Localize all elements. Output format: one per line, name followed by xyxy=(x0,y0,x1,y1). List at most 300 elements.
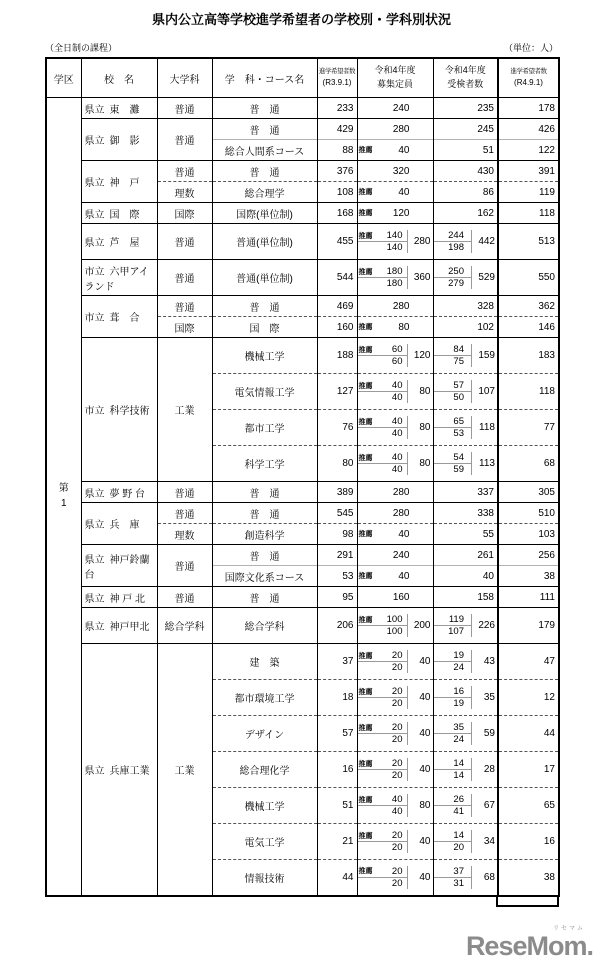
major-label: 普通 xyxy=(174,302,195,314)
capacity-value: 40 xyxy=(398,528,410,540)
school-name: 六甲アイランド xyxy=(84,266,149,293)
capacity-value: 240 xyxy=(392,549,410,561)
examinees-cell xyxy=(433,182,498,203)
table-row xyxy=(46,260,559,296)
course-label: 国際(単位制) xyxy=(236,209,293,221)
r4-value: 183 xyxy=(538,350,555,361)
school-prefix: 市立 xyxy=(84,406,105,417)
course-cell xyxy=(212,317,317,338)
r4-applicants-cell xyxy=(498,524,559,545)
capacity-value: 280 xyxy=(392,486,410,498)
course-label: 普 通 xyxy=(249,104,280,116)
examinees-bottom-value: 107 xyxy=(448,626,464,637)
school-prefix: 県立 xyxy=(84,765,105,777)
page-title: 県内公立高等学校進学希望者の学校別・学科別状況 xyxy=(151,12,451,27)
course-label: 総合人間系コース xyxy=(224,146,305,158)
examinees-top-value: 14 xyxy=(453,830,464,841)
r4-value: 103 xyxy=(538,528,555,540)
capacity-total-value: 40 xyxy=(419,656,431,667)
school-prefix: 県立 xyxy=(84,104,105,116)
r3-value: 57 xyxy=(342,728,354,739)
school-name: 御 影 xyxy=(109,136,140,147)
examinees-total-value: 67 xyxy=(483,800,495,811)
suisen-label: 推薦 xyxy=(358,724,373,732)
examinees-top-value: 57 xyxy=(453,380,464,391)
r3-value: 95 xyxy=(342,591,354,603)
table-row xyxy=(46,608,559,644)
suisen-label: 推薦 xyxy=(358,573,373,580)
examinees-top-value: 250 xyxy=(448,266,464,277)
r3-value: 53 xyxy=(342,570,354,582)
capacity-second-value: 100 xyxy=(386,626,403,637)
major-label: 理数 xyxy=(174,188,195,200)
r3-applicants-cell xyxy=(317,224,357,260)
school-name: 兵庫工業 xyxy=(109,765,150,777)
header-major: 大学科 xyxy=(157,58,212,98)
capacity-total-value: 40 xyxy=(419,728,431,739)
r4-value: 111 xyxy=(539,591,555,603)
r4-value: 47 xyxy=(543,656,555,667)
capacity-value: 40 xyxy=(398,144,410,156)
r3-applicants-cell xyxy=(317,524,357,545)
r3-value: 233 xyxy=(336,102,354,114)
r4-applicants-cell xyxy=(498,566,559,587)
capacity-suisen-value: 20 xyxy=(391,722,403,733)
r3-applicants-cell xyxy=(317,860,357,896)
header-r4-applicants: 進学希望者数 (R4.9.1) xyxy=(498,58,559,98)
course-label: 国 際 xyxy=(249,323,280,335)
r3-value: 16 xyxy=(342,764,354,775)
examinees-cell xyxy=(433,587,498,608)
r3-applicants-cell xyxy=(317,788,357,824)
examinees-total-value: 107 xyxy=(478,386,495,397)
school-name: 国 際 xyxy=(109,209,140,221)
r4-value: 77 xyxy=(543,422,555,433)
course-cell xyxy=(212,410,317,446)
school-prefix: 県立 xyxy=(84,178,105,189)
logo-ruby-text: リセマム xyxy=(553,926,585,932)
capacity-cell xyxy=(357,680,433,716)
r3-applicants-cell xyxy=(317,296,357,317)
examinees-bottom-value: 198 xyxy=(448,242,464,253)
course-cell xyxy=(212,524,317,545)
course-cell xyxy=(212,482,317,503)
course-cell xyxy=(212,644,317,680)
r3-applicants-cell xyxy=(317,752,357,788)
capacity-value: 80 xyxy=(398,321,410,333)
capacity-total-value: 40 xyxy=(419,692,431,703)
major-label: 普通 xyxy=(174,488,195,500)
school-name: 神戸鈴蘭台 xyxy=(84,554,150,581)
suisen-label: 推薦 xyxy=(358,346,373,354)
major-cell xyxy=(157,503,212,524)
examinees-total-value: 35 xyxy=(483,692,495,703)
examinees-top-value: 65 xyxy=(453,416,464,427)
r3-value: 98 xyxy=(342,528,354,540)
major-cell xyxy=(157,587,212,608)
examinees-bottom-value: 279 xyxy=(448,278,464,289)
course-label: 国際文化系コース xyxy=(224,572,305,584)
course-cell xyxy=(212,680,317,716)
r4-value: 305 xyxy=(538,486,555,498)
examinees-total-value: 159 xyxy=(478,350,495,361)
suisen-label: 推薦 xyxy=(358,531,373,538)
r4-column-highlight-tail xyxy=(496,897,559,907)
capacity-value: 40 xyxy=(398,186,410,198)
capacity-cell xyxy=(357,788,433,824)
r4-applicants-cell xyxy=(498,119,559,140)
examinees-cell xyxy=(433,482,498,503)
r3-applicants-cell xyxy=(317,587,357,608)
course-label: 都市工学 xyxy=(244,424,285,435)
r3-applicants-cell xyxy=(317,203,357,224)
examinees-bottom-value: 41 xyxy=(453,806,464,817)
table-row xyxy=(46,545,559,566)
capacity-value: 280 xyxy=(392,300,410,312)
examinees-bottom-value: 53 xyxy=(453,428,464,439)
r4-applicants-cell xyxy=(498,824,559,860)
course-cell xyxy=(212,503,317,524)
examinees-value: 328 xyxy=(477,300,494,312)
r3-applicants-cell xyxy=(317,482,357,503)
course-cell xyxy=(212,296,317,317)
r4-value: 426 xyxy=(538,123,555,135)
r3-applicants-cell xyxy=(317,260,357,296)
course-cell xyxy=(212,98,317,119)
major-label: 普通 xyxy=(174,167,195,179)
major-label: 工業 xyxy=(174,765,195,777)
examinees-cell xyxy=(433,296,498,317)
major-label: 理数 xyxy=(174,530,195,542)
examinees-bottom-value: 75 xyxy=(453,356,464,367)
capacity-value: 240 xyxy=(392,102,410,114)
examinees-top-value: 54 xyxy=(453,452,464,463)
district-cell xyxy=(46,98,81,896)
district-label-line1: 第 xyxy=(58,483,69,495)
examinees-total-value: 68 xyxy=(483,871,495,883)
examinees-value: 40 xyxy=(482,570,494,582)
r4-applicants-cell xyxy=(498,503,559,524)
school-name: 神 戸 北 xyxy=(109,593,146,605)
course-label: 機械工学 xyxy=(244,352,285,363)
r3-value: 18 xyxy=(342,692,354,703)
capacity-total-value: 120 xyxy=(413,350,431,361)
subheader xyxy=(45,41,558,54)
resemom-logo xyxy=(466,926,593,960)
r4-value: 391 xyxy=(538,165,555,177)
r4-applicants-cell xyxy=(498,182,559,203)
r4-applicants-cell xyxy=(498,752,559,788)
examinees-cell xyxy=(433,608,498,644)
course-label: 普 通 xyxy=(249,167,280,179)
r4-value: 256 xyxy=(538,549,555,561)
capacity-value: 320 xyxy=(392,165,410,177)
course-cell xyxy=(212,716,317,752)
r3-value: 21 xyxy=(342,836,354,847)
suisen-label: 推薦 xyxy=(358,868,373,876)
examinees-top-value: 26 xyxy=(453,794,464,805)
major-cell xyxy=(157,182,212,203)
course-label: 普 通 xyxy=(249,125,280,137)
school-name: 夢 野 台 xyxy=(109,488,146,500)
r3-value: 37 xyxy=(342,656,354,667)
examinees-cell xyxy=(433,161,498,182)
capacity-cell xyxy=(357,182,433,203)
major-label: 国際 xyxy=(174,209,195,221)
school-cell xyxy=(81,545,157,587)
capacity-cell xyxy=(357,545,433,566)
applicants-table xyxy=(45,57,560,897)
school-cell xyxy=(81,644,157,896)
logo-wordmark: ReseMom. xyxy=(465,931,593,961)
major-label: 普通 xyxy=(174,509,195,521)
r4-value: 510 xyxy=(538,507,555,519)
capacity-cell xyxy=(357,338,433,374)
examinees-bottom-value: 24 xyxy=(453,734,464,745)
r4-value: 550 xyxy=(538,272,555,283)
examinees-total-value: 226 xyxy=(478,620,495,631)
capacity-total-value: 80 xyxy=(419,458,431,469)
r4-applicants-cell xyxy=(498,482,559,503)
capacity-cell xyxy=(357,161,433,182)
examinees-bottom-value: 20 xyxy=(453,842,464,853)
school-name: 葺 合 xyxy=(109,313,140,324)
examinees-cell xyxy=(433,140,498,161)
capacity-suisen-value: 100 xyxy=(386,614,403,625)
r3-applicants-cell xyxy=(317,716,357,752)
capacity-value: 120 xyxy=(392,207,410,219)
r3-applicants-cell xyxy=(317,98,357,119)
capacity-second-value: 20 xyxy=(391,662,403,673)
capacity-cell xyxy=(357,824,433,860)
capacity-value: 280 xyxy=(392,123,410,135)
r3-applicants-cell xyxy=(317,608,357,644)
examinees-cell xyxy=(433,680,498,716)
major-cell xyxy=(157,296,212,317)
school-cell xyxy=(81,260,157,296)
suisen-label: 推薦 xyxy=(358,418,373,426)
table-body xyxy=(46,98,559,896)
r3-applicants-cell xyxy=(317,410,357,446)
r4-value: 118 xyxy=(539,386,555,397)
r3-value: 168 xyxy=(336,207,354,219)
capacity-cell xyxy=(357,260,433,296)
r3-value: 455 xyxy=(336,236,354,247)
course-label: 情報技術 xyxy=(244,873,285,885)
examinees-value: 337 xyxy=(477,486,494,498)
table-row xyxy=(46,203,559,224)
header-r3-applicants: 進学希望者数 (R3.9.1) xyxy=(317,58,357,98)
course-label: 普 通 xyxy=(249,509,280,521)
suisen-label: 推薦 xyxy=(358,324,373,331)
major-label: 普通 xyxy=(174,238,195,249)
capacity-suisen-value: 40 xyxy=(391,416,403,427)
course-label: 普 通 xyxy=(249,593,280,605)
examinees-cell xyxy=(433,503,498,524)
examinees-top-value: 84 xyxy=(453,344,464,355)
examinees-cell xyxy=(433,203,498,224)
capacity-value: 40 xyxy=(398,570,410,582)
r3-value: 545 xyxy=(336,507,354,519)
capacity-second-value: 20 xyxy=(391,734,403,745)
table-row xyxy=(46,482,559,503)
r3-value: 88 xyxy=(342,144,354,156)
capacity-suisen-value: 60 xyxy=(391,344,403,355)
examinees-top-value: 19 xyxy=(453,650,464,661)
r3-applicants-cell xyxy=(317,503,357,524)
major-cell xyxy=(157,317,212,338)
examinees-cell xyxy=(433,545,498,566)
school-name: 神 戸 xyxy=(109,178,140,189)
table-row xyxy=(46,119,559,140)
capacity-second-value: 20 xyxy=(391,698,403,709)
r4-value: 146 xyxy=(538,321,555,333)
examinees-cell xyxy=(433,788,498,824)
r3-applicants-cell xyxy=(317,140,357,161)
major-label: 国際 xyxy=(174,323,195,335)
capacity-cell xyxy=(357,224,433,260)
examinees-cell xyxy=(433,338,498,374)
r3-applicants-cell xyxy=(317,119,357,140)
course-label: 総合理化学 xyxy=(239,766,290,777)
suisen-label: 推薦 xyxy=(358,382,373,390)
examinees-total-value: 28 xyxy=(483,764,495,775)
table-row xyxy=(46,161,559,182)
r4-value: 16 xyxy=(543,836,555,847)
school-cell xyxy=(81,119,157,161)
capacity-second-value: 20 xyxy=(391,770,403,781)
header-capacity: 令和4年度 募集定員 xyxy=(357,58,433,98)
examinees-value: 338 xyxy=(477,507,494,519)
r4-value: 122 xyxy=(538,144,555,156)
course-label: 総合学科 xyxy=(244,622,285,633)
major-label: 普通 xyxy=(174,274,195,285)
examinees-total-value: 529 xyxy=(478,272,495,283)
r4-applicants-cell xyxy=(498,260,559,296)
r4-applicants-cell xyxy=(498,545,559,566)
r4-applicants-cell xyxy=(498,860,559,896)
r4-applicants-cell xyxy=(498,140,559,161)
school-prefix: 県立 xyxy=(84,488,105,500)
table-row xyxy=(46,98,559,119)
r4-applicants-cell xyxy=(498,317,559,338)
school-prefix: 県立 xyxy=(84,238,105,249)
r4-value: 38 xyxy=(543,871,555,883)
capacity-suisen-value: 40 xyxy=(391,794,403,805)
suisen-label: 推薦 xyxy=(358,268,373,276)
school-prefix: 県立 xyxy=(84,554,105,566)
r3-value: 108 xyxy=(336,186,354,198)
course-label: 電気情報工学 xyxy=(234,388,295,399)
examinees-cell xyxy=(433,524,498,545)
capacity-cell xyxy=(357,374,433,410)
table-row xyxy=(46,587,559,608)
major-label: 普通 xyxy=(174,562,195,573)
examinees-cell xyxy=(433,644,498,680)
suisen-label: 推薦 xyxy=(358,232,373,240)
capacity-second-value: 20 xyxy=(391,842,403,853)
suisen-label: 推薦 xyxy=(358,616,373,624)
r3-applicants-cell xyxy=(317,374,357,410)
r3-value: 376 xyxy=(336,165,354,177)
capacity-cell xyxy=(357,503,433,524)
examinees-value: 51 xyxy=(482,144,494,156)
r3-value: 188 xyxy=(336,350,354,361)
course-label: 機械工学 xyxy=(244,802,285,813)
suisen-label: 推薦 xyxy=(358,210,373,217)
examinees-value: 430 xyxy=(477,165,494,177)
r4-value: 44 xyxy=(543,728,555,739)
course-cell xyxy=(212,545,317,566)
r3-value: 51 xyxy=(342,800,354,811)
table-row xyxy=(46,296,559,317)
capacity-cell xyxy=(357,524,433,545)
examinees-bottom-value: 24 xyxy=(453,662,464,673)
capacity-cell xyxy=(357,203,433,224)
capacity-cell xyxy=(357,296,433,317)
r4-applicants-cell xyxy=(498,788,559,824)
examinees-top-value: 244 xyxy=(448,230,464,241)
course-cell xyxy=(212,260,317,296)
suisen-label: 推薦 xyxy=(358,760,373,768)
r4-value: 179 xyxy=(538,620,555,631)
course-label: 電気工学 xyxy=(244,838,285,849)
course-cell xyxy=(212,860,317,896)
major-cell xyxy=(157,338,212,482)
school-cell xyxy=(81,296,157,338)
course-cell xyxy=(212,587,317,608)
suisen-label: 推薦 xyxy=(358,832,373,840)
capacity-total-value: 80 xyxy=(419,422,431,433)
capacity-second-value: 40 xyxy=(391,464,403,475)
r3-applicants-cell xyxy=(317,317,357,338)
examinees-cell xyxy=(433,752,498,788)
examinees-cell xyxy=(433,260,498,296)
r3-value: 291 xyxy=(336,549,354,561)
major-cell xyxy=(157,545,212,587)
examinees-cell xyxy=(433,860,498,896)
course-cell xyxy=(212,824,317,860)
examinees-cell xyxy=(433,446,498,482)
r4-applicants-cell xyxy=(498,203,559,224)
capacity-cell xyxy=(357,119,433,140)
school-cell xyxy=(81,608,157,644)
r4-value: 362 xyxy=(538,300,555,312)
examinees-total-value: 113 xyxy=(479,458,495,469)
major-cell xyxy=(157,161,212,182)
examinees-value: 162 xyxy=(477,207,494,219)
capacity-second-value: 140 xyxy=(386,242,403,253)
course-label: 総合理学 xyxy=(244,188,285,200)
major-label: 普通 xyxy=(174,104,195,116)
major-label: 総合学科 xyxy=(164,622,205,633)
r3-applicants-cell xyxy=(317,824,357,860)
course-label: デザイン xyxy=(244,730,285,741)
course-cell xyxy=(212,608,317,644)
examinees-cell xyxy=(433,566,498,587)
examinees-total-value: 59 xyxy=(483,728,495,739)
r3-value: 429 xyxy=(336,123,354,135)
school-cell xyxy=(81,503,157,545)
program-type-label: （全日制の課程） xyxy=(45,43,118,53)
capacity-second-value: 40 xyxy=(391,428,403,439)
course-cell xyxy=(212,182,317,203)
course-label: 科学工学 xyxy=(244,460,285,471)
r3-applicants-cell xyxy=(317,644,357,680)
capacity-second-value: 60 xyxy=(391,356,403,367)
school-name: 芦 屋 xyxy=(109,238,140,249)
examinees-value: 158 xyxy=(477,591,494,603)
